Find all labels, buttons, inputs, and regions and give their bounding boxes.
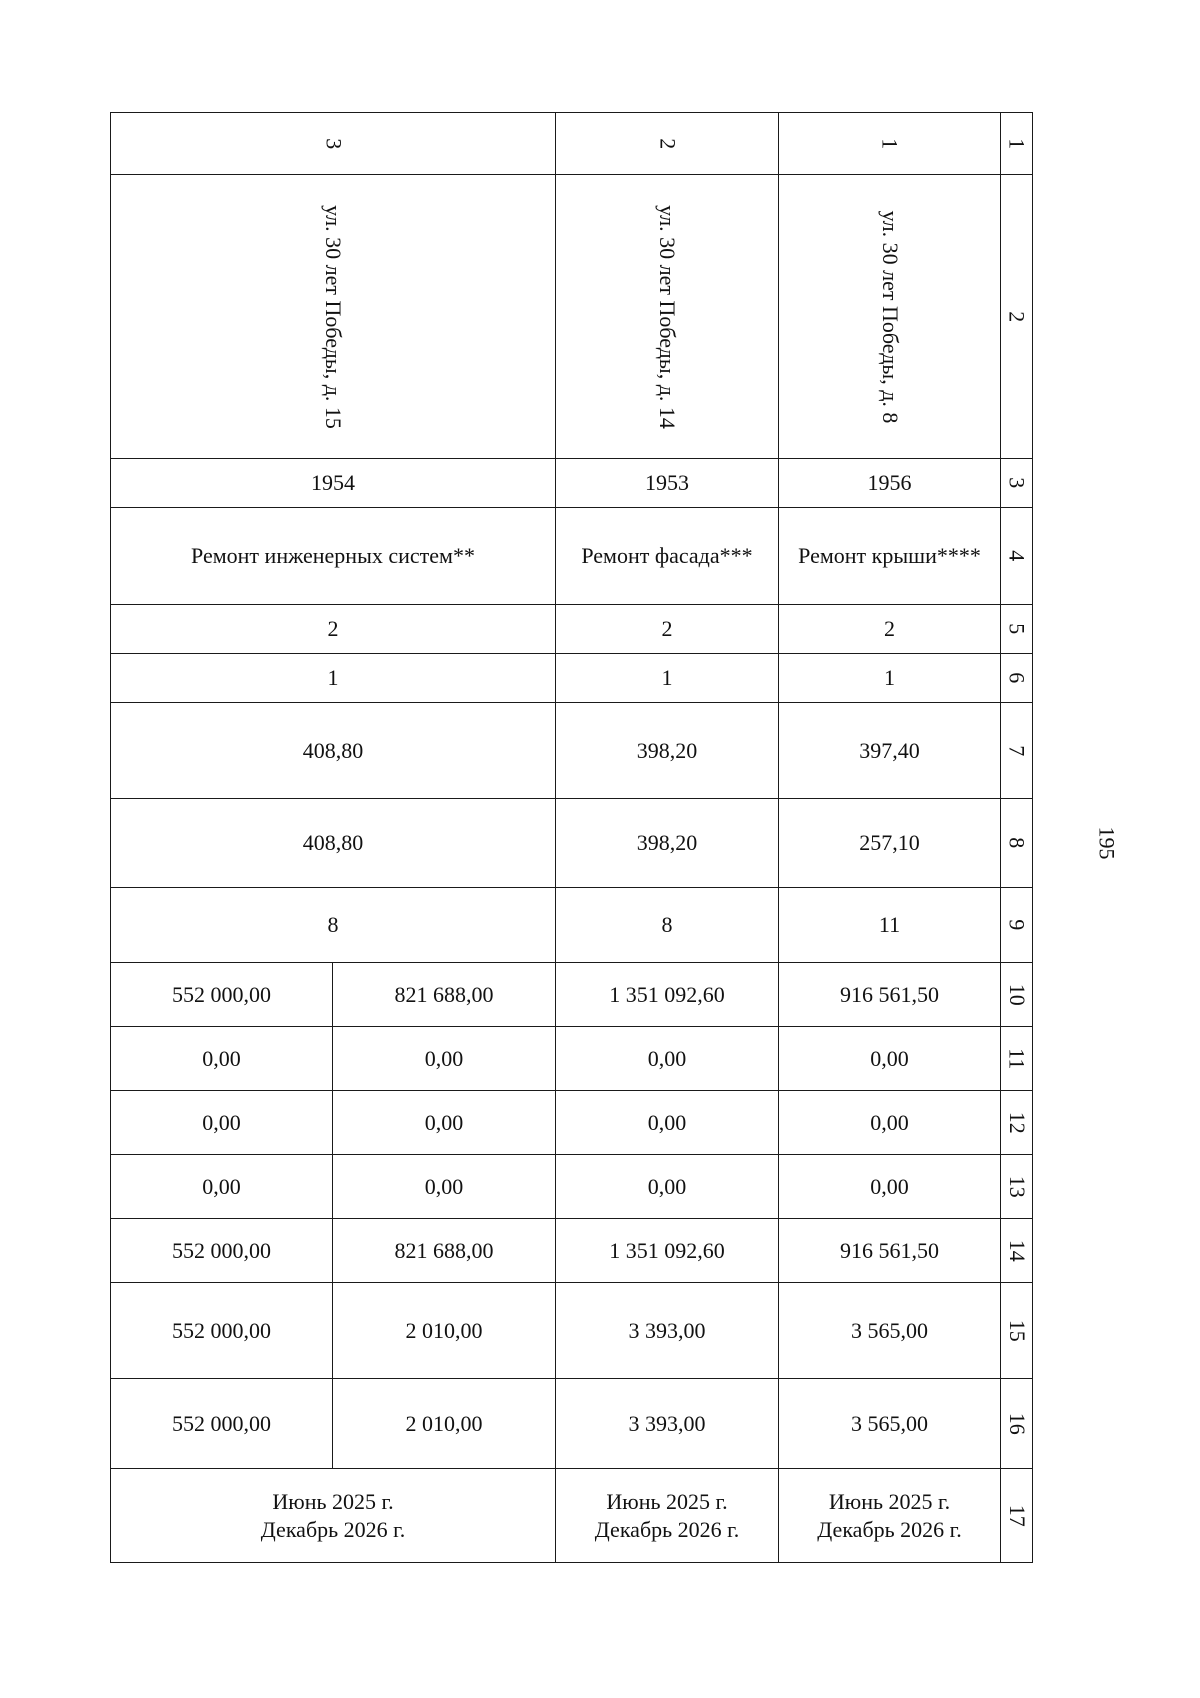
table-row: [111, 508, 1033, 605]
row-index: 14: [1004, 1239, 1030, 1262]
row-index-cell: [1001, 1091, 1033, 1155]
value-cell: 2: [111, 605, 556, 654]
row-index: 6: [1004, 672, 1030, 684]
work-type-cell: Ремонт крыши****: [779, 508, 1001, 605]
address-text: ул. 30 лет Победы, д. 14: [654, 204, 680, 429]
row-index: 3: [1004, 477, 1030, 489]
value-cell: 11: [779, 888, 1001, 963]
row-index: 12: [1004, 1111, 1030, 1134]
year-cell: 1954: [111, 459, 556, 508]
value-cell: 821 688,00: [333, 1219, 556, 1283]
column-number-cell: [779, 113, 1001, 175]
row-index-cell: [1001, 799, 1033, 888]
table-row: [111, 703, 1033, 799]
row-index-cell: [1001, 963, 1033, 1027]
row-index-cell: [1001, 703, 1033, 799]
table-row: [111, 1155, 1033, 1219]
value-cell: 0,00: [779, 1091, 1001, 1155]
work-type-cell: Ремонт фасада***: [556, 508, 779, 605]
value-cell: 0,00: [779, 1027, 1001, 1091]
value-cell: 397,40: [779, 703, 1001, 799]
row-index: 5: [1004, 623, 1030, 635]
table-row: [111, 654, 1033, 703]
value-cell: 0,00: [779, 1155, 1001, 1219]
value-cell: 0,00: [556, 1027, 779, 1091]
value-cell: 2 010,00: [333, 1379, 556, 1469]
table-row: [111, 1027, 1033, 1091]
address-text: ул. 30 лет Победы, д. 15: [320, 204, 346, 429]
row-index: 2: [1004, 311, 1030, 322]
value-cell: 0,00: [333, 1091, 556, 1155]
address-cell: [111, 175, 556, 459]
address-cell: [556, 175, 779, 459]
value-cell: 408,80: [111, 703, 556, 799]
value-cell: 3 565,00: [779, 1283, 1001, 1379]
table-row: [111, 1379, 1033, 1469]
row-index: 4: [1004, 550, 1030, 562]
period-cell: [779, 1469, 1001, 1563]
value-cell: 3 565,00: [779, 1379, 1001, 1469]
period-start: Июнь 2025 г.: [828, 1489, 951, 1514]
value-cell: 552 000,00: [111, 1283, 333, 1379]
row-index: 9: [1004, 919, 1030, 931]
row-index-cell: [1001, 1379, 1033, 1469]
value-cell: 821 688,00: [333, 963, 556, 1027]
renovation-table: [110, 112, 1033, 1563]
row-index: 8: [1004, 837, 1030, 849]
row-index-cell: [1001, 1219, 1033, 1283]
value-cell: 552 000,00: [111, 963, 333, 1027]
year-cell: 1956: [779, 459, 1001, 508]
value-cell: 3 393,00: [556, 1283, 779, 1379]
row-index: 13: [1004, 1175, 1030, 1198]
value-cell: 8: [556, 888, 779, 963]
value-cell: 2: [779, 605, 1001, 654]
row-index-cell: [1001, 888, 1033, 963]
row-index-cell: [1001, 113, 1033, 175]
value-cell: 1: [111, 654, 556, 703]
table-row: [111, 175, 1033, 459]
value-cell: 0,00: [556, 1091, 779, 1155]
row-index-cell: [1001, 605, 1033, 654]
value-cell: 257,10: [779, 799, 1001, 888]
value-cell: 3 393,00: [556, 1379, 779, 1469]
work-type-cell: Ремонт инженерных систем**: [111, 508, 556, 605]
value-cell: 0,00: [333, 1155, 556, 1219]
table-row: [111, 605, 1033, 654]
row-index-cell: [1001, 1027, 1033, 1091]
row-index-cell: [1001, 459, 1033, 508]
value-cell: 916 561,50: [779, 963, 1001, 1027]
row-index-cell: [1001, 1283, 1033, 1379]
value-cell: 1: [779, 654, 1001, 703]
period-start: Июнь 2025 г.: [606, 1489, 728, 1514]
row-index: 17: [1004, 1504, 1030, 1527]
period-cell: [556, 1469, 779, 1563]
table-row: [111, 113, 1033, 175]
column-number-cell: [556, 113, 779, 175]
value-cell: 0,00: [333, 1027, 556, 1091]
column-number: 2: [654, 138, 680, 149]
row-index: 10: [1004, 983, 1030, 1006]
address-cell: [779, 175, 1001, 459]
row-index-cell: [1001, 654, 1033, 703]
row-index-cell: [1001, 1155, 1033, 1219]
address-text: ул. 30 лет Победы, д. 8: [877, 210, 903, 423]
period-end: Декабрь 2026 г.: [817, 1516, 962, 1542]
column-number: 3: [320, 138, 346, 149]
value-cell: 1: [556, 654, 779, 703]
value-cell: 398,20: [556, 703, 779, 799]
table-row: [111, 799, 1033, 888]
period-end: Декабрь 2026 г.: [594, 1516, 740, 1542]
table-row: [111, 1283, 1033, 1379]
row-index: 11: [1004, 1047, 1030, 1070]
value-cell: 1 351 092,60: [556, 1219, 779, 1283]
row-index: 16: [1004, 1412, 1030, 1435]
value-cell: 398,20: [556, 799, 779, 888]
row-index-cell: [1001, 1469, 1033, 1563]
value-cell: 0,00: [111, 1155, 333, 1219]
row-index-cell: [1001, 175, 1033, 459]
value-cell: 0,00: [111, 1091, 333, 1155]
row-index: 15: [1004, 1319, 1030, 1342]
value-cell: 1 351 092,60: [556, 963, 779, 1027]
value-cell: 8: [111, 888, 556, 963]
column-number-cell: [111, 113, 556, 175]
table-row: [111, 1469, 1033, 1563]
value-cell: 0,00: [556, 1155, 779, 1219]
value-cell: 552 000,00: [111, 1379, 333, 1469]
row-index: 7: [1004, 745, 1030, 756]
value-cell: 552 000,00: [111, 1219, 333, 1283]
value-cell: 916 561,50: [779, 1219, 1001, 1283]
row-index: 1: [1004, 138, 1030, 149]
value-cell: 2: [556, 605, 779, 654]
value-cell: 0,00: [111, 1027, 333, 1091]
table-row: [111, 888, 1033, 963]
page-number: 195: [1094, 826, 1120, 860]
table-row: [111, 459, 1033, 508]
year-cell: 1953: [556, 459, 779, 508]
value-cell: 2 010,00: [333, 1283, 556, 1379]
period-start: Июнь 2025 г.: [272, 1489, 394, 1514]
row-index-cell: [1001, 508, 1033, 605]
period-cell: [111, 1469, 556, 1563]
column-number: 1: [877, 138, 903, 149]
table-row: [111, 1219, 1033, 1283]
period-end: Декабрь 2026 г.: [260, 1516, 406, 1542]
table-row: [111, 963, 1033, 1027]
table-row: [111, 1091, 1033, 1155]
value-cell: 408,80: [111, 799, 556, 888]
